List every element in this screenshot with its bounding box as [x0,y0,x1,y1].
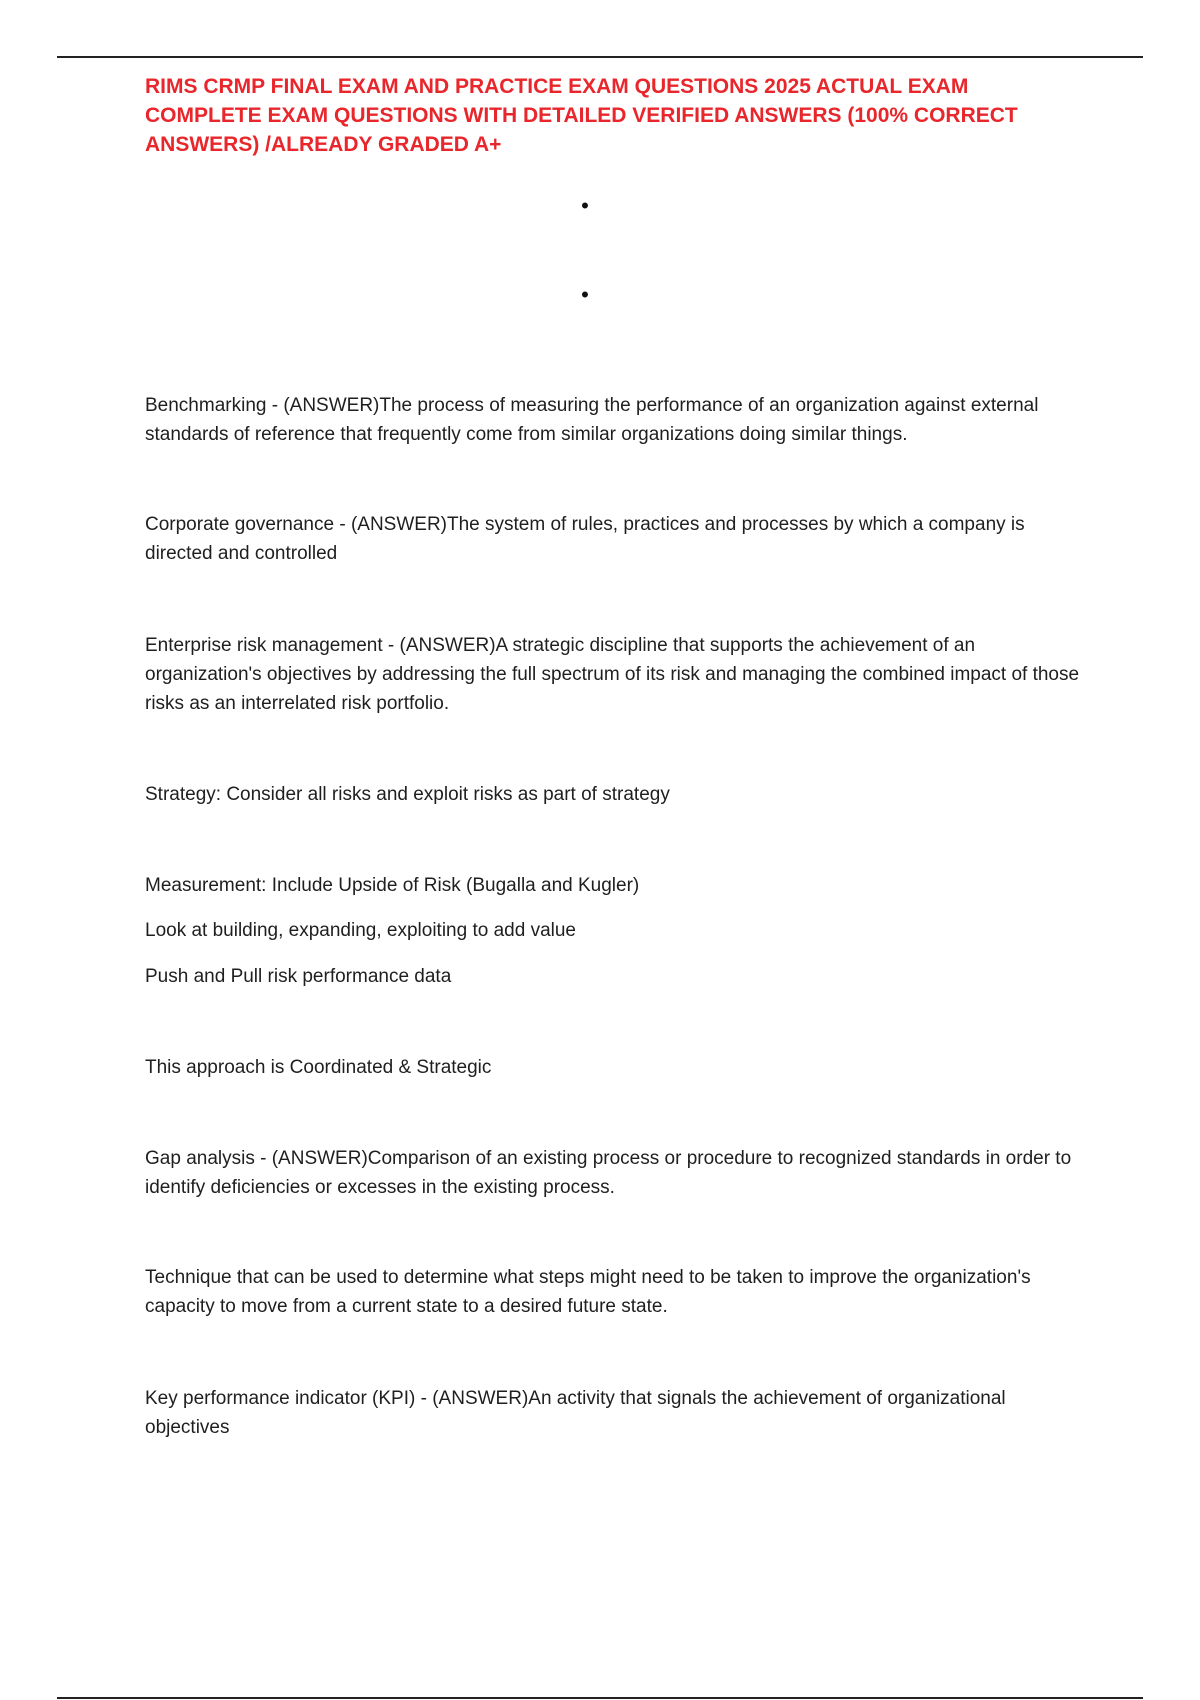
paragraph-push-pull: Push and Pull risk performance data [145,966,452,987]
paragraph-approach: This approach is Coordinated & Strategic [145,1057,492,1078]
paragraph-kpi: Key performance indicator (KPI) - (ANSWER)An activity that signals the achievement of organizational objectives [145,1388,1006,1438]
paragraph-corporate-governance: Corporate governance - (ANSWER)The system of rules, practices and processes by which a company is directed and controlled [145,514,1025,564]
top-divider [57,56,1143,58]
bottom-divider [57,1697,1143,1699]
paragraph-gap-analysis: Gap analysis - (ANSWER)Comparison of an existing process or procedure to recognized standards in order to identify deficiencies or excesses in the existing process. [145,1148,1072,1198]
document-title: RIMS CRMP FINAL EXAM AND PRACTICE EXAM QUESTIONS 2025 ACTUAL EXAM COMPLETE EXAM QUESTIONS WITH DETAILED VERIFIED ANSWERS (100% CORRECT ANSWERS) /ALREADY GRADED A+ [145,75,1018,156]
paragraph-measurement: Measurement: Include Upside of Risk (Bugalla and Kugler) [145,875,640,896]
paragraph-technique: Technique that can be used to determine what steps might need to be taken to improve the organization's capacity to move from a current state to a desired future state. [145,1267,1031,1317]
bullet-point: • [581,193,589,218]
paragraph-enterprise-risk-management: Enterprise risk management - (ANSWER)A strategic discipline that supports the achievement of an organization's objectives by addressing the full spectrum of its risk and managing the combined impact of those risks as an interrelated risk portfolio. [145,635,1080,714]
bullet-point: • [581,282,589,307]
paragraph-benchmarking: Benchmarking - (ANSWER)The process of measuring the performance of an organization against external standards of reference that frequently come from similar organizations doing similar things. [145,395,1039,445]
paragraph-strategy: Strategy: Consider all risks and exploit risks as part of strategy [145,784,670,805]
paragraph-building: Look at building, expanding, exploiting to add value [145,920,576,941]
